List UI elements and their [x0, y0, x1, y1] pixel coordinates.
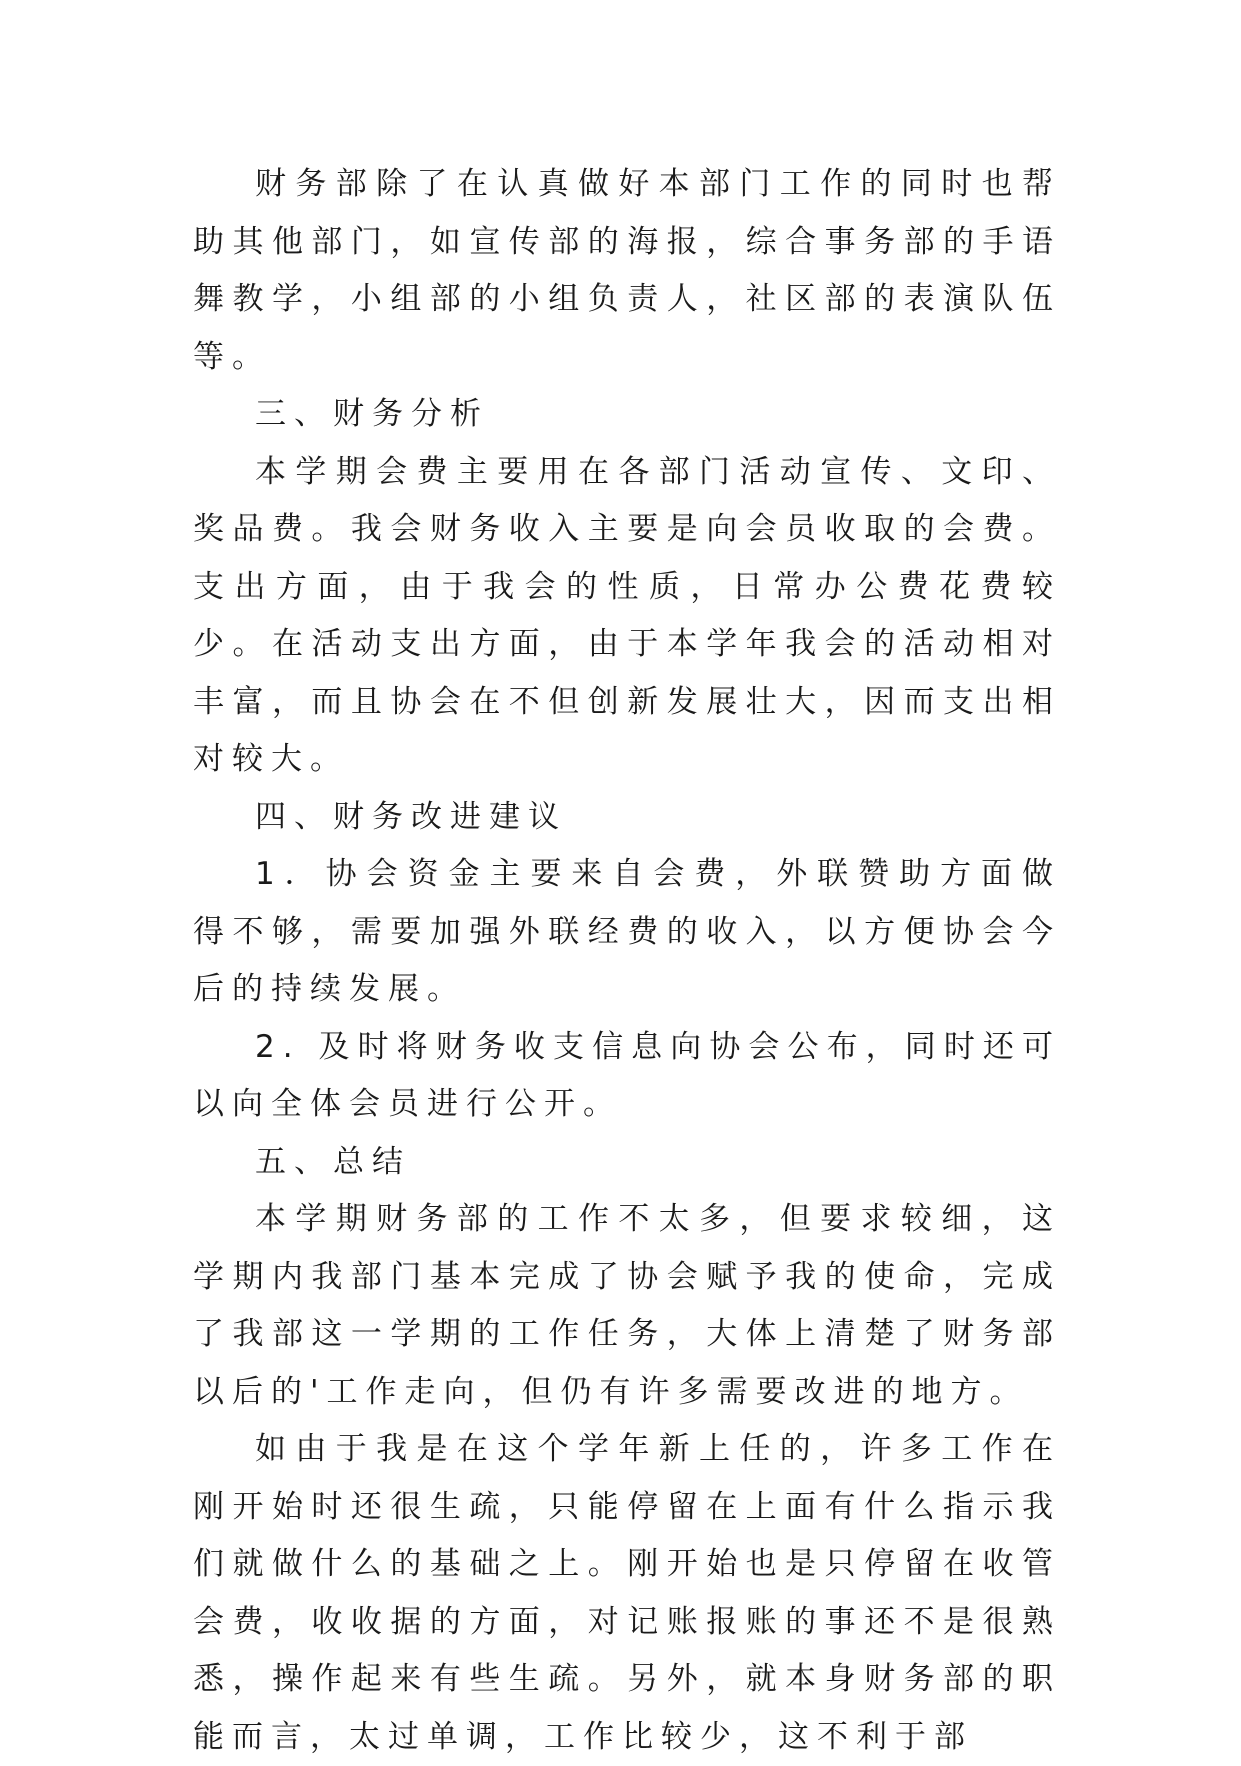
heading-improvement-suggestions: 四、财务改进建议: [255, 798, 567, 835]
heading-summary: 五、总结: [255, 1143, 411, 1180]
paragraph-summary: 本学期财务部的工作不太多，但要求较细，这学期内我部门基本完成了协会赋予我的使命，完成了我部这一学期的工作任务，大体上清楚了财务部以后的'工作走向，但仍有许多需要改进的地方。: [193, 1201, 1061, 1410]
paragraph-summary-detail: 如由于我是在这个学年新上任的，许多工作在刚开始时还很生疏，只能停留在上面有什么指示我们就做什么的基础之上。刚开始也是只停留在收管会费，收收据的方面，对记账报账的事还不是很熟悉，操作起来有些生疏。另外，就本身财务部的职能而言，太过单调，工作比较少，这不利于部: [193, 1431, 1061, 1755]
document-body: [193, 156, 1061, 1766]
heading-financial-analysis: 三、财务分析: [255, 396, 489, 432]
paragraph-financial-analysis: 本学期会费主要用在各部门活动宣传、文印、奖品费。我会财务收入主要是向会员收取的会费。支出方面，由于我会的性质，日常办公费花费较少。在活动支出方面，由于本学年我会的活动相对丰富，而且协会在不但创新发展壮大，因而支出相对较大。: [193, 453, 1061, 777]
paragraph-suggestion-1: 1．协会资金主要来自会费，外联赞助方面做得不够，需要加强外联经费的收入，以方便协会今后的持续发展。: [193, 856, 1061, 1007]
paragraph-suggestion-2: 2. 及时将财务收支信息向协会公布，同时还可以向全体会员进行公开。: [193, 1028, 1061, 1122]
paragraph-help-other-departments: 财务部除了在认真做好本部门工作的同时也帮助其他部门，如宣传部的海报，综合事务部的手语舞教学，小组部的小组负责人，社区部的表演队伍等。: [193, 166, 1061, 375]
